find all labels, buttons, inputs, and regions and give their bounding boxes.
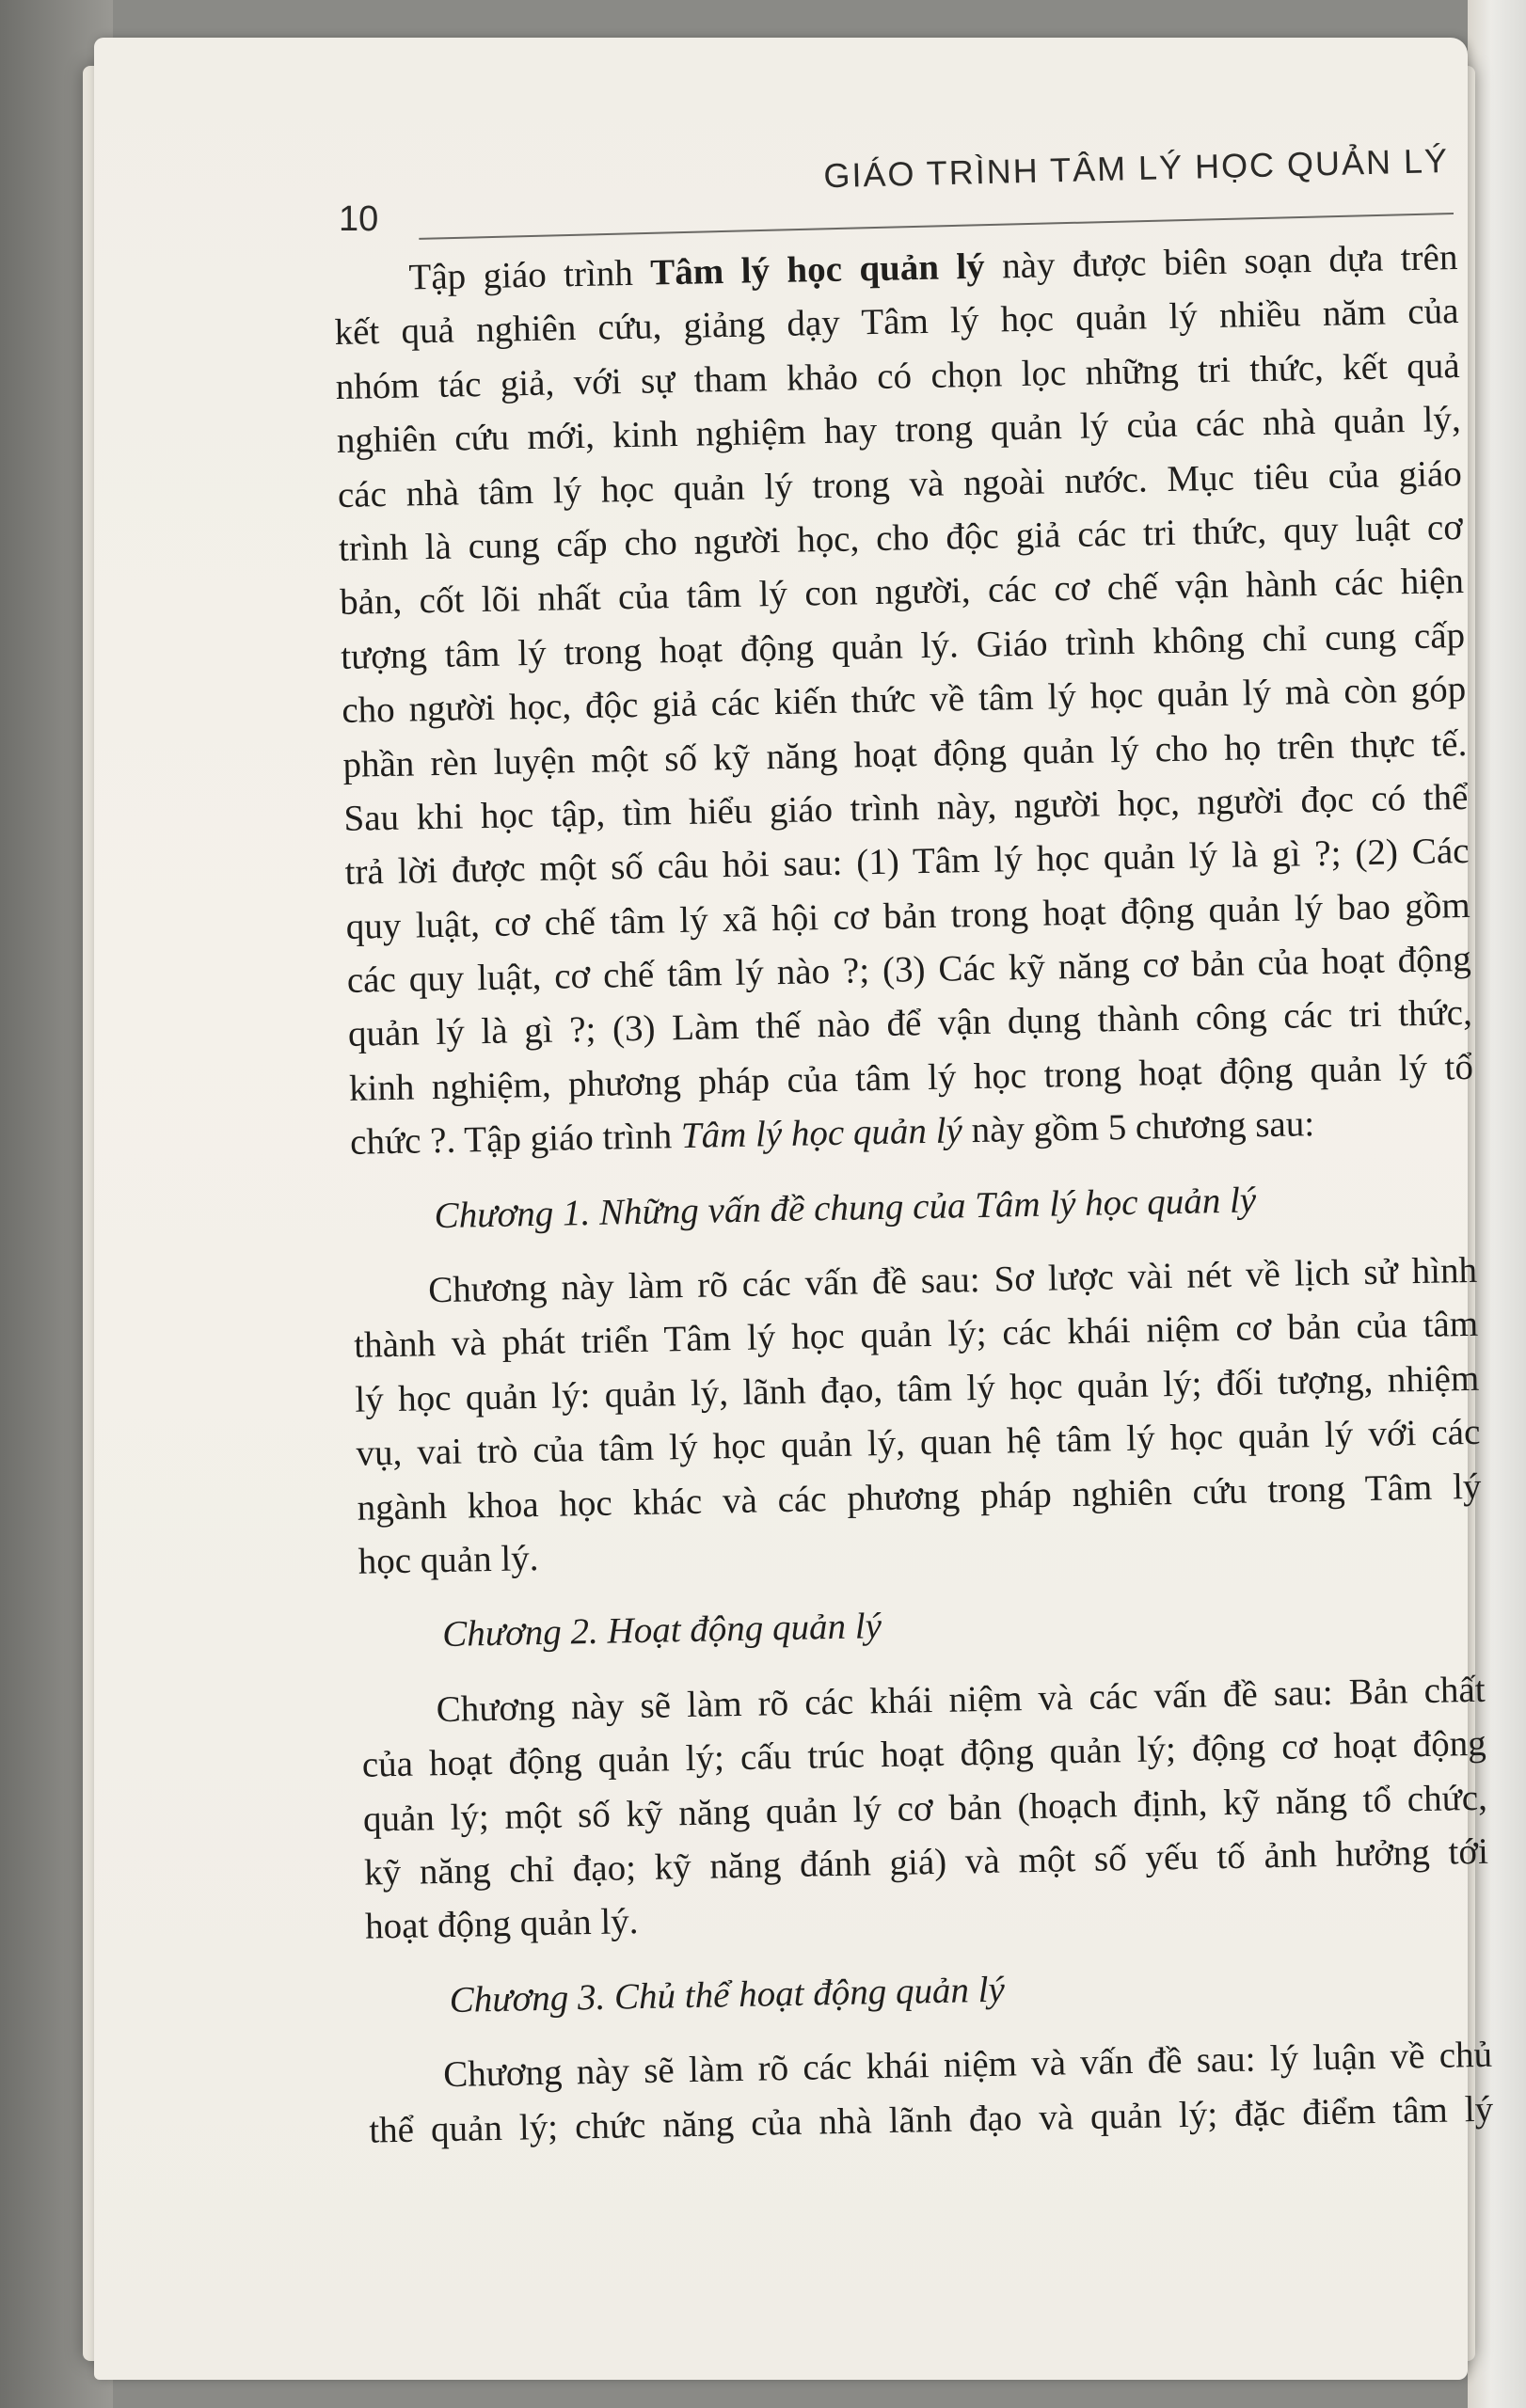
- text-run: chức ?. Tập giáo trình: [349, 1116, 682, 1164]
- text-line: học quản lý.: [358, 1538, 539, 1582]
- text-line: quản lý là gì ?; (3) Làm thế nào để vận dụng thành công các tri thức,: [347, 992, 1473, 1055]
- chapter-2-heading: Chương 2. Hoạt động quản lý: [441, 1606, 882, 1656]
- page-number: 10: [339, 199, 379, 239]
- text-line: nghiên cứu mới, kinh nghiệm hay trong quản lý của các nhà quản lý,: [336, 399, 1462, 462]
- text-run: Tập giáo trình: [408, 252, 651, 298]
- text-line: các nhà tâm lý học quản lý trong và ngoài nước. Mục tiêu của giáo: [337, 452, 1463, 515]
- text-line: Chương này sẽ làm rõ các khái niệm và vấn đề sau: lý luận về chủ: [442, 2034, 1493, 2096]
- bold-title: Tâm lý học quản lý: [649, 246, 986, 293]
- intro-paragraph: [333, 230, 1475, 1169]
- text-line: phần rèn luyện một số kỹ năng hoạt động quản lý cho họ trên thực tế.: [342, 722, 1468, 785]
- text-line: tượng tâm lý trong hoạt động quản lý. Giáo trình không chỉ cung cấp: [340, 614, 1466, 677]
- text-line: Chương này sẽ làm rõ các khái niệm và các vấn đề sau: Bản chất: [436, 1669, 1486, 1730]
- text-line: hoạt động quản lý.: [364, 1901, 639, 1947]
- text-line: lý học quản lý: quản lý, lãnh đạo, tâm lý học quản lý; đối tượng, nhiệm: [355, 1357, 1480, 1420]
- text-line: quy luật, cơ chế tâm lý xã hội cơ bản trong hoạt động quản lý bao gồm: [345, 884, 1470, 947]
- text-line: kinh nghiệm, phương pháp của tâm lý học trong hoạt động quản lý tổ: [348, 1046, 1474, 1109]
- chapter-1-heading: Chương 1. Những vấn đề chung của Tâm lý học quản lý: [434, 1179, 1257, 1236]
- text-line: kết quả nghiên cứu, giảng dạy Tâm lý học quản lý nhiều năm của: [334, 291, 1459, 354]
- text-line: cho người học, độc giả các kiến thức về tâm lý học quản lý mà còn góp: [341, 669, 1467, 732]
- chapter-2-paragraph: [360, 1663, 1489, 1955]
- text-line: bản, cốt lõi nhất của tâm lý con người, các cơ chế vận hành các hiện: [339, 561, 1465, 624]
- text-line: kỹ năng chỉ đạo; kỹ năng đánh giá) và một số yếu tố ảnh hưởng tới: [363, 1830, 1489, 1893]
- text-line: quản lý; một số kỹ năng quản lý cơ bản (hoạch định, kỹ năng tổ chức,: [362, 1777, 1488, 1840]
- text-line: trả lời được một số câu hỏi sau: (1) Tâm lý học quản lý là gì ?; (2) Các: [344, 831, 1470, 894]
- text-line: nhóm tác giả, với sự tham khảo có chọn lọc những tri thức, kết quả: [335, 344, 1460, 407]
- text-line: trình là cung cấp cho người học, cho độc giả các tri thức, quy luật cơ: [338, 506, 1464, 569]
- text-line: Chương này làm rõ các vấn đề sau: Sơ lược vài nét về lịch sử hình: [427, 1249, 1478, 1311]
- text-line: các quy luật, cơ chế tâm lý nào ?; (3) Các kỹ năng cơ bản của hoạt động: [346, 938, 1472, 1001]
- text-run: này gồm 5 chương sau:: [962, 1103, 1315, 1151]
- text-line: vụ, vai trò của tâm lý học quản lý, quan hệ tâm lý học quản lý với các: [356, 1412, 1481, 1474]
- text-line: thể quản lý; chức năng của nhà lãnh đạo và quản lý; đặc điểm tâm lý: [368, 2088, 1494, 2151]
- text-line: thành và phát triển Tâm lý học quản lý; các khái niệm cơ bản của tâm: [353, 1304, 1479, 1367]
- text-line: ngành khoa học khác và các phương pháp nghiên cứu trong Tâm lý: [357, 1465, 1482, 1529]
- chapter-3-paragraph: [368, 2028, 1494, 2158]
- running-head: GIÁO TRÌNH TÂM LÝ HỌC QUẢN LÝ: [822, 141, 1450, 196]
- text-line: Sau khi học tập, tìm hiểu giáo trình này, người học, người đọc có thể: [343, 776, 1469, 839]
- text-line: của hoạt động quản lý; cấu trúc hoạt động quản lý; động cơ hoạt động: [361, 1722, 1487, 1785]
- italic-title: Tâm lý học quản lý: [680, 1110, 963, 1157]
- text-run: này được biên soạn dựa trên: [984, 237, 1458, 287]
- chapter-3-heading: Chương 3. Chủ thể hoạt động quản lý: [449, 1969, 1006, 2020]
- body-text: [333, 230, 1494, 2157]
- chapter-1-paragraph: [353, 1244, 1483, 1589]
